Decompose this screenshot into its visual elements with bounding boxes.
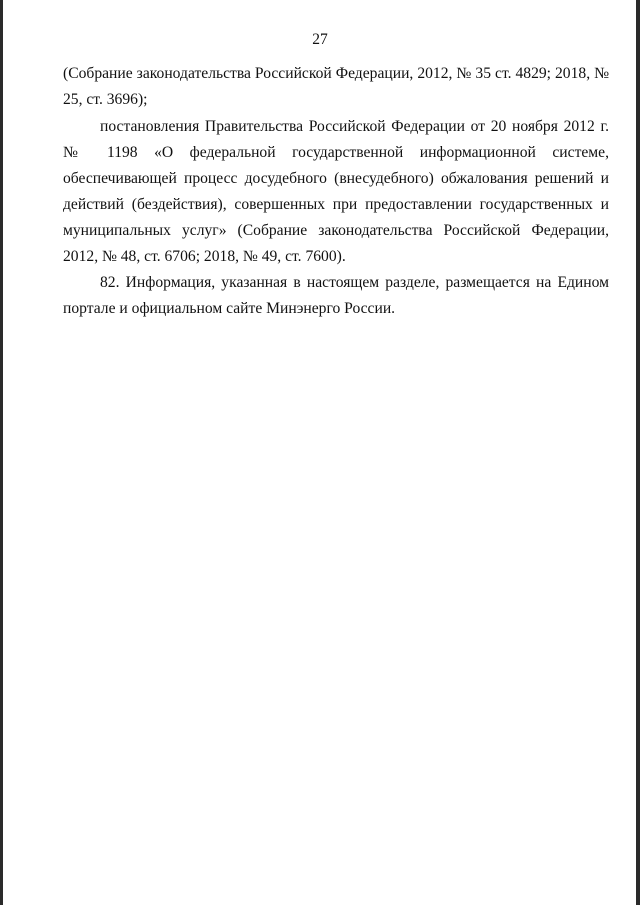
page-number: 27	[312, 31, 328, 48]
scan-edge-right	[636, 0, 640, 905]
paragraph-item-82: 82. Информация, указанная в настоящем разделе, размещается на Едином портале и официальном сайте Минэнерго России.	[63, 274, 609, 317]
paragraph-government-resolution: постановления Правительства Российской Федерации от 20 ноября 2012 г. № 1198 «О федеральной государственной информационной системе, обеспечивающей процесс досудебного (внесудебного) обжалования решений и действий (бездействия), совершенных при предоставлении государственных и муниципальных услуг» (Собрание законодательства Российской Федерации, 2012, № 48, ст. 6706; 2018, № 49, ст. 7600).	[63, 118, 609, 265]
document-body	[63, 61, 609, 322]
scan-edge-left	[0, 0, 3, 905]
paragraph-citation-continuation: (Собрание законодательства Российской Федерации, 2012, № 35 ст. 4829; 2018, № 25, ст. 3696);	[63, 65, 609, 108]
